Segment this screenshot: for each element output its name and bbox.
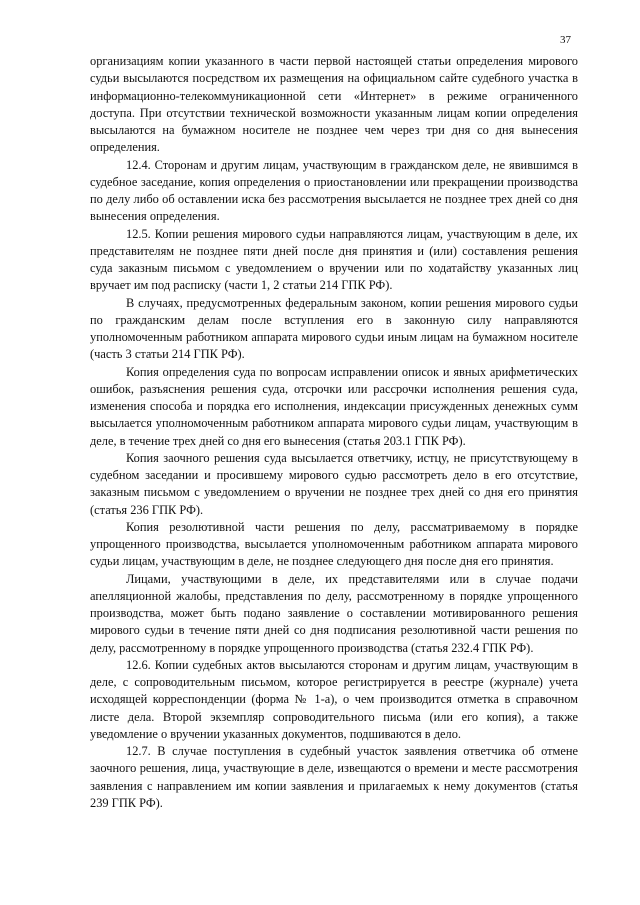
paragraph-12-5-corrections-ruling: Копия определения суда по вопросам исправлении описок и явных арифметических ошибок, разъяснения решения суда, отсрочки или рассрочки исполнения решения суда, изменения способа и порядка его исполнения, индексации присужденных денежных сумм высылается уполномоченным работником аппарата мирового судьи лицам, участвующим в деле, в течение трех дней со дня его вынесения (статья 203.1 ГПК РФ).: [90, 364, 578, 448]
page-number: 37: [560, 34, 571, 46]
paragraph-12-5-operative-part: Копия резолютивной части решения по делу, рассматриваемому в порядке упрощенного производства, высылается уполномоченным работником аппарата мирового судьи лицам, участвующим в деле, не позднее следующего дня после дня его принятия.: [90, 519, 578, 569]
document-body: [90, 53, 578, 812]
paragraph-12-5-default-judgment: Копия заочного решения суда высылается ответчику, истцу, не присутствующему в судебном заседании и просившему мирового судью рассмотреть дело в его отсутствие, заказным письмом с уведомлением о вручении не позднее трех дней со дня его принятия (статья 236 ГПК РФ).: [90, 450, 578, 517]
paragraph-12-4: 12.4. Сторонам и другим лицам, участвующим в гражданском деле, не явившимся в судебное заседание, копия определения о приостановлении или прекращении производства по делу либо об оставлении иска без рассмотрения высылается не позднее трех дней со дня вынесения определения.: [90, 157, 578, 224]
paragraph-12-5-reasoned-decision: Лицами, участвующими в деле, их представителями или в случае подачи апелляционной жалобы, представления по делу, рассмотренному в порядке упрощенного производства, может быть подано заявление о составлении мотивированного решения мирового судьи в течение пяти дней со дня подписания резолютивной части решения по делу, рассмотренному в порядке упрощенного производства (статья 232.4 ГПК РФ).: [90, 571, 578, 655]
paragraph-12-6: 12.6. Копии судебных актов высылаются сторонам и другим лицам, участвующим в деле, с сопроводительным письмом, которое регистрируется в реестре (журнале) учета исходящей корреспонденции (форма № 1-а), о чем производится отметка в справочном листе дела. Второй экземпляр сопроводительного письма (или его копия), а также уведомление о вручении указанных документов, подшиваются в дело.: [90, 657, 578, 741]
paragraph-12-7: 12.7. В случае поступления в судебный участок заявления ответчика об отмене заочного решения, лица, участвующие в деле, извещаются о времени и месте рассмотрения заявления с направлением им копии заявления и прилагаемых к нему документов (статья 239 ГПК РФ).: [90, 744, 578, 810]
paragraph-continuation: организациям копии указанного в части первой настоящей статьи определения мирового судьи высылаются посредством их размещения на официальном сайте судебного участка в информационно-телекоммуникационной сети «Интернет» в режиме ограниченного доступа. При отсутствии технической возможности указанным лицам копии определения высылаются на бумажном носителе не позднее чем через три дня со дня вынесения определения.: [90, 54, 578, 155]
paragraph-12-5-copies-after-entry: В случаях, предусмотренных федеральным законом, копии решения мирового судьи по гражданским делам после вступления его в законную силу направляются уполномоченным работником аппарата мирового судьи иным лицам на бумажном носителе (часть 3 статьи 214 ГПК РФ).: [90, 295, 578, 362]
paragraph-12-5: 12.5. Копии решения мирового судьи направляются лицам, участвующим в деле, их представителям не позднее пяти дней после дня принятия и (или) составления решения суда заказным письмом с уведомлением о вручении или по ходатайству указанных лиц вручает им под расписку (части 1, 2 статьи 214 ГПК РФ).: [90, 226, 578, 293]
